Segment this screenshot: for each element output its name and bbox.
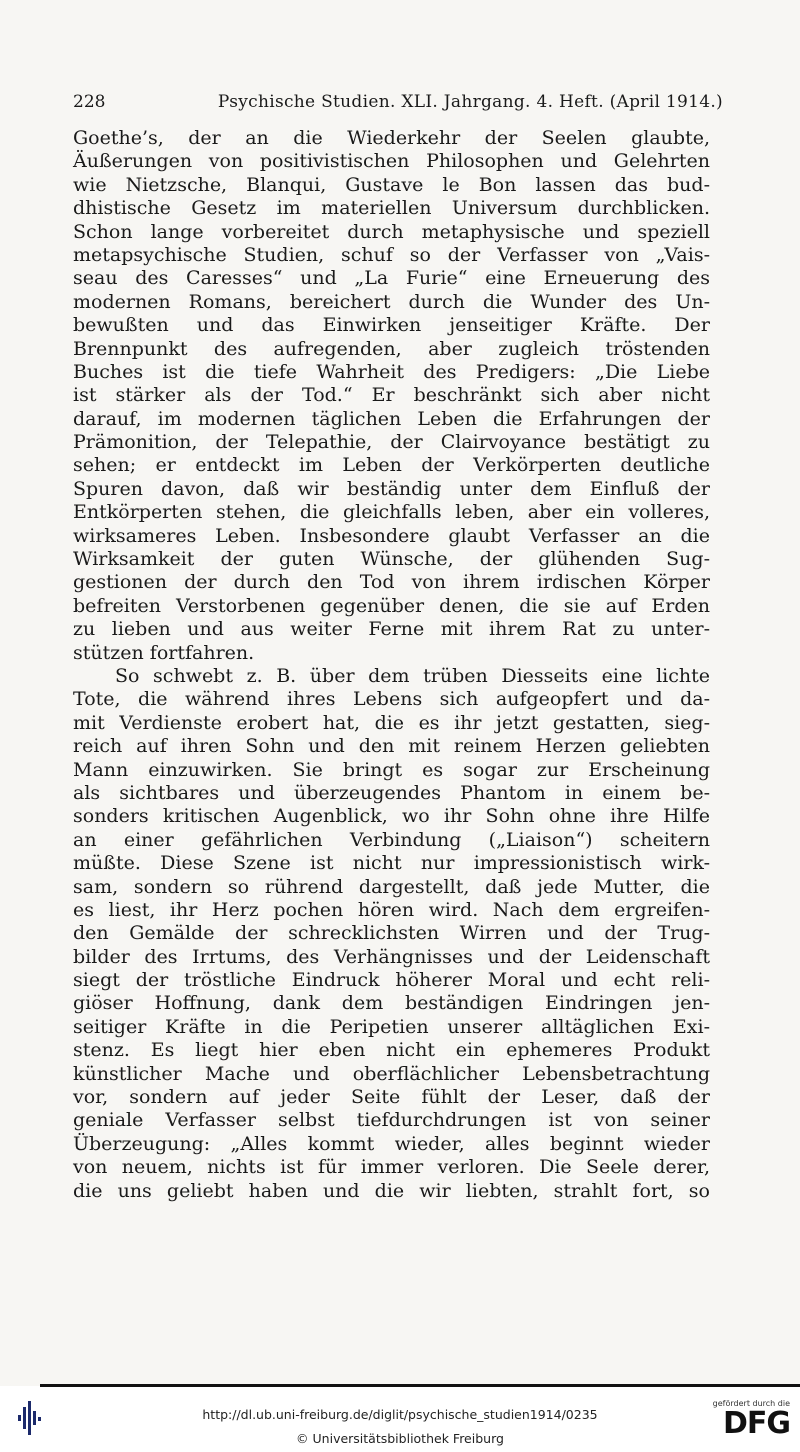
text-line: seitiger Kräfte in die Peripetien unserer alltäglichen Exi- xyxy=(73,1015,710,1038)
text-line: wie Nietzsche, Blanqui, Gustave le Bon lassen das bud- xyxy=(73,173,710,196)
text-line: künstlicher Mache und oberflächlicher Lebensbetrachtung xyxy=(73,1062,710,1085)
text-line: die uns geliebt haben und die wir liebten, strahlt fort, so xyxy=(73,1179,710,1202)
text-line: geniale Verfasser selbst tiefdurchdrungen ist von seiner xyxy=(73,1109,710,1132)
text-line: sam, sondern so rührend dargestellt, daß jede Mutter, die xyxy=(73,875,710,898)
text-line: Schon lange vorbereitet durch metaphysische und speziell xyxy=(73,220,710,243)
viewer-footer xyxy=(0,1387,800,1452)
dfg-funding-text: gefördert durch die xyxy=(712,1399,790,1408)
dfg-logo-text: DFG xyxy=(722,1406,790,1441)
text-line: bewußten und das Einwirken jenseitiger Kräfte. Der xyxy=(73,314,710,337)
text-line: Entkörperten stehen, die gleichfalls leben, aber ein volleres, xyxy=(73,501,710,524)
text-line: ist stärker als der Tod.“ Er beschränkt sich aber nicht xyxy=(73,384,710,407)
text-line: Mann einzuwirken. Sie bringt es sogar zur Erscheinung xyxy=(73,758,710,781)
source-url-link[interactable]: http://dl.ub.uni-freiburg.de/diglit/psychische_studien1914/0235 xyxy=(202,1407,598,1422)
text-line: Spuren davon, daß wir beständig unter dem Einfluß der xyxy=(73,477,710,500)
text-line: giöser Hoffnung, dank dem beständigen Eindringen jen- xyxy=(73,992,710,1015)
text-line: vor, sondern auf jeder Seite fühlt der Leser, daß der xyxy=(73,1086,710,1109)
text-line: mit Verdienste erobert hat, die es ihr jetzt gestatten, sieg- xyxy=(73,711,710,734)
dfg-logo xyxy=(706,1399,790,1445)
text-line: Goethe’s, der an die Wiederkehr der Seelen glaubte, xyxy=(73,127,710,149)
running-title: Psychische Studien. XLI. Jahrgang. 4. Heft. (April 1914.) xyxy=(217,92,723,112)
text-line: siegt der tröstliche Eindruck höherer Moral und echt reli- xyxy=(73,969,710,992)
text-line: darauf, im modernen täglichen Leben die Erfahrungen der xyxy=(73,407,710,430)
text-line: stützen fortfahren. xyxy=(73,641,255,664)
text-line: stenz. Es liegt hier eben nicht ein ephemeres Produkt xyxy=(73,1039,710,1062)
text-line: Äußerungen von positivistischen Philosophen und Gelehrten xyxy=(73,150,710,173)
text-line: metapsychische Studien, schuf so der Verfasser von „Vais- xyxy=(73,243,710,266)
text-line: zu lieben und aus weiter Ferne mit ihrem Rat zu unter- xyxy=(73,618,710,641)
text-line: müßte. Diese Szene ist nicht nur impressionistisch wirk- xyxy=(73,852,710,875)
copyright-notice: © Universitätsbibliothek Freiburg xyxy=(296,1431,504,1446)
text-line: als sichtbares und überzeugendes Phantom in einem be- xyxy=(73,781,710,804)
text-line: gestionen der durch den Tod von ihrem irdischen Körper xyxy=(73,571,710,594)
running-header xyxy=(73,92,723,112)
text-line: Buches ist die tiefe Wahrheit des Predigers: „Die Liebe xyxy=(73,360,710,383)
text-line: Tote, die während ihres Lebens sich aufgeopfert und da- xyxy=(73,688,710,711)
text-line: dhistische Gesetz im materiellen Universum durchblicken. xyxy=(73,197,710,220)
text-line: So schwebt z. B. über dem trüben Diesseits eine lichte xyxy=(115,664,710,687)
text-line: Wirksamkeit der guten Wünsche, der glühenden Sug- xyxy=(73,548,710,571)
text-line: reich auf ihren Sohn und den mit reinem Herzen geliebten xyxy=(73,735,710,758)
text-line: es liest, ihr Herz pochen hören wird. Nach dem ergreifen- xyxy=(73,898,710,921)
text-line: an einer gefährlichen Verbindung („Liaison“) scheitern xyxy=(73,828,710,851)
text-line: von neuem, nichts ist für immer verloren. Die Seele derer, xyxy=(73,1156,710,1179)
text-line: sonders kritischen Augenblick, wo ihr Sohn ohne ihre Hilfe xyxy=(73,805,710,828)
page-number: 228 xyxy=(73,92,106,112)
text-line: befreiten Verstorbenen gegenüber denen, die sie auf Erden xyxy=(73,594,710,617)
body-text xyxy=(73,127,710,1203)
text-line: modernen Romans, bereichert durch die Wunder des Un- xyxy=(73,290,710,313)
text-line: Überzeugung: „Alles kommt wieder, alles beginnt wieder xyxy=(73,1132,710,1155)
text-line: sehen; er entdeckt im Leben der Verkörperten deutliche xyxy=(73,454,710,477)
text-line: wirksameres Leben. Insbesondere glaubt Verfasser an die xyxy=(73,524,710,547)
text-line: Brennpunkt des aufregenden, aber zugleich tröstenden xyxy=(73,337,710,360)
text-line: Prämonition, der Telepathie, der Clairvoyance bestätigt zu xyxy=(73,431,710,454)
text-line: den Gemälde der schrecklichsten Wirren und der Trug- xyxy=(73,922,710,945)
text-line: seau des Caresses“ und „La Furie“ eine Erneuerung des xyxy=(73,267,710,290)
text-line: bilder des Irrtums, des Verhängnisses und der Leidenschaft xyxy=(73,945,710,968)
